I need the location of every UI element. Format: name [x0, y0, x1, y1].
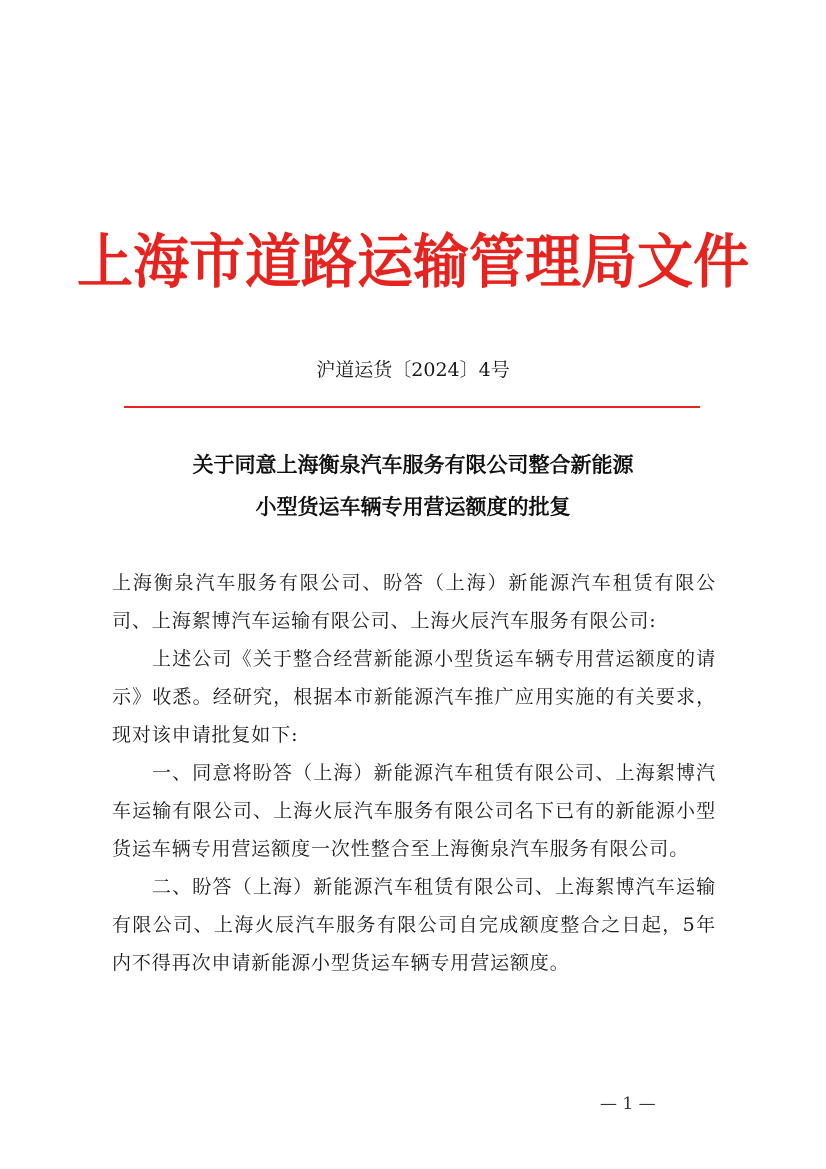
- paragraph-item-2: 二、盼答（上海）新能源汽车租赁有限公司、上海絮博汽车运输有限公司、上海火辰汽车服务有限公司自完成额度整合之日起，5年内不得再次申请新能源小型货运车辆专用营运额度。: [112, 876, 716, 974]
- masthead-title: 上海市道路运输管理局文件: [77, 227, 749, 297]
- paragraph-intro: 上述公司《关于整合经营新能源小型货运车辆专用营运额度的请示》收悉。经研究，根据本市新能源汽车推广应用实施的有关要求，现对该申请批复如下:: [112, 648, 716, 746]
- document-body: [112, 564, 716, 982]
- document-subject: [0, 444, 826, 528]
- addressee: 上海衡泉汽车服务有限公司、盼答（上海）新能源汽车租赁有限公司、上海絮博汽车运输有限公司、上海火辰汽车服务有限公司:: [112, 572, 716, 632]
- document-number: 沪道运货〔2024〕4号: [316, 359, 510, 381]
- page-number: — 1 —: [600, 1094, 656, 1114]
- red-separator-line: [124, 406, 700, 408]
- subject-line-2: 小型货运车辆专用营运额度的批复: [255, 495, 571, 519]
- paragraph-item-1: 一、同意将盼答（上海）新能源汽车租赁有限公司、上海絮博汽车运输有限公司、上海火辰汽车服务有限公司名下已有的新能源小型货运车辆专用营运额度一次性整合至上海衡泉汽车服务有限公司。: [112, 762, 716, 860]
- subject-line-1: 关于同意上海衡泉汽车服务有限公司整合新能源: [192, 453, 634, 477]
